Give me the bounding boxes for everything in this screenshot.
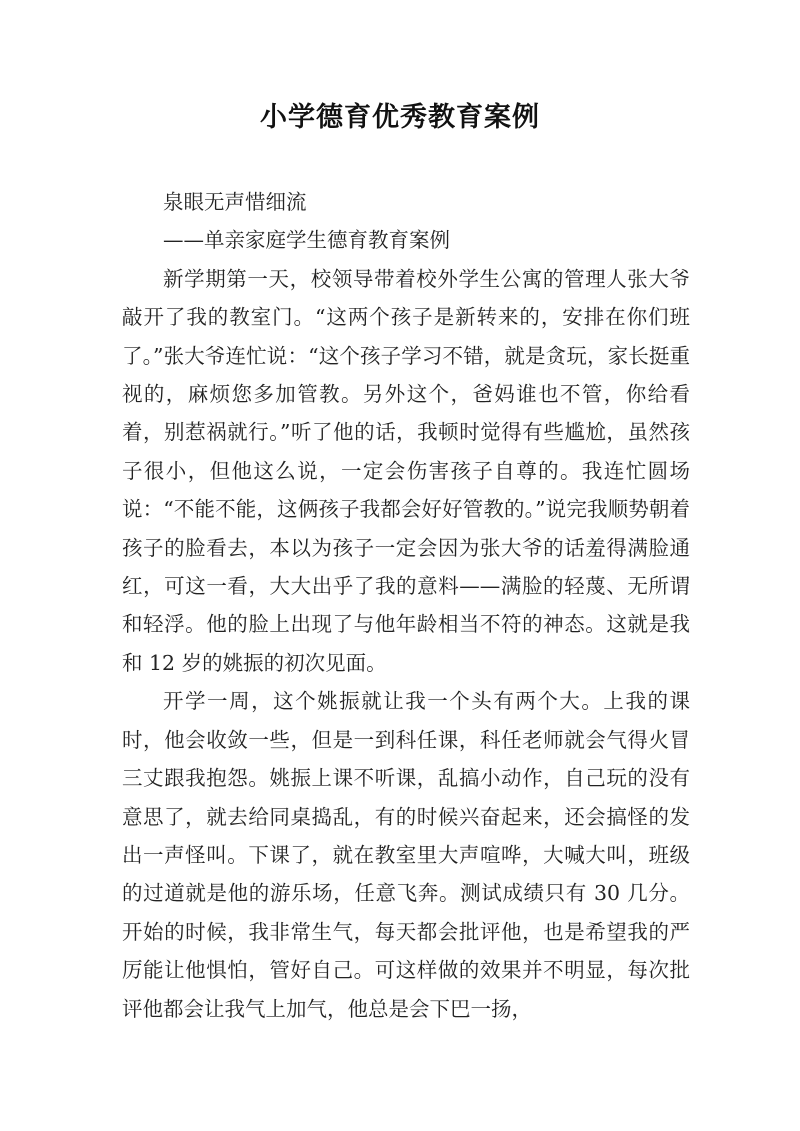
document-body — [122, 183, 690, 1028]
body-paragraph: 开学一周，这个姚振就让我一个头有两个大。上我的课时，他会收敛一些，但是一到科任课，科任老师就会气得火冒三丈跟我抱怨。姚振上课不听课，乱搞小动作，自己玩的没有意思了，就去给同桌捣乱，有的时候兴奋起来，还会搞怪的发出一声怪叫。下课了，就在教室里大声喧哗，大喊大叫，班级的过道就是他的游乐场，任意飞奔。测试成绩只有 30 几分。开始的时候，我非常生气，每天都会批评他，也是希望我的严厉能让他惧怕，管好自己。可这样做的效果并不明显，每次批评他都会让我气上加气，他总是会下巴一扬， — [122, 689, 690, 1021]
sub-subtitle: ——单亲家庭学生德育教育案例 — [163, 228, 450, 253]
document-title: 小学德育优秀教育案例 — [260, 102, 540, 133]
subtitle: 泉眼无声惜细流 — [163, 190, 307, 214]
body-paragraph: 新学期第一天，校领导带着校外学生公寓的管理人张大爷敲开了我的教室门。“这两个孩子是新转来的，安排在你们班了。”张大爷连忙说：“这个孩子学习不错，就是贪玩，家长挺重视的，麻烦您多加管教。另外这个，爸妈谁也不管，你给看着，别惹祸就行。”听了他的话，我顿时觉得有些尴尬，虽然孩子很小，但他这么说，一定会伤害孩子自尊的。我连忙圆场说：“不能不能，这俩孩子我都会好好管教的。”说完我顺势朝着孩子的脸看去，本以为孩子一定会因为张大爷的话羞得满脸通红，可这一看，大大出乎了我的意料——满脸的轻蔑、无所谓和轻浮。他的脸上出现了与他年龄相当不符的神态。这就是我和 12 岁的姚振的初次见面。 — [122, 266, 690, 675]
